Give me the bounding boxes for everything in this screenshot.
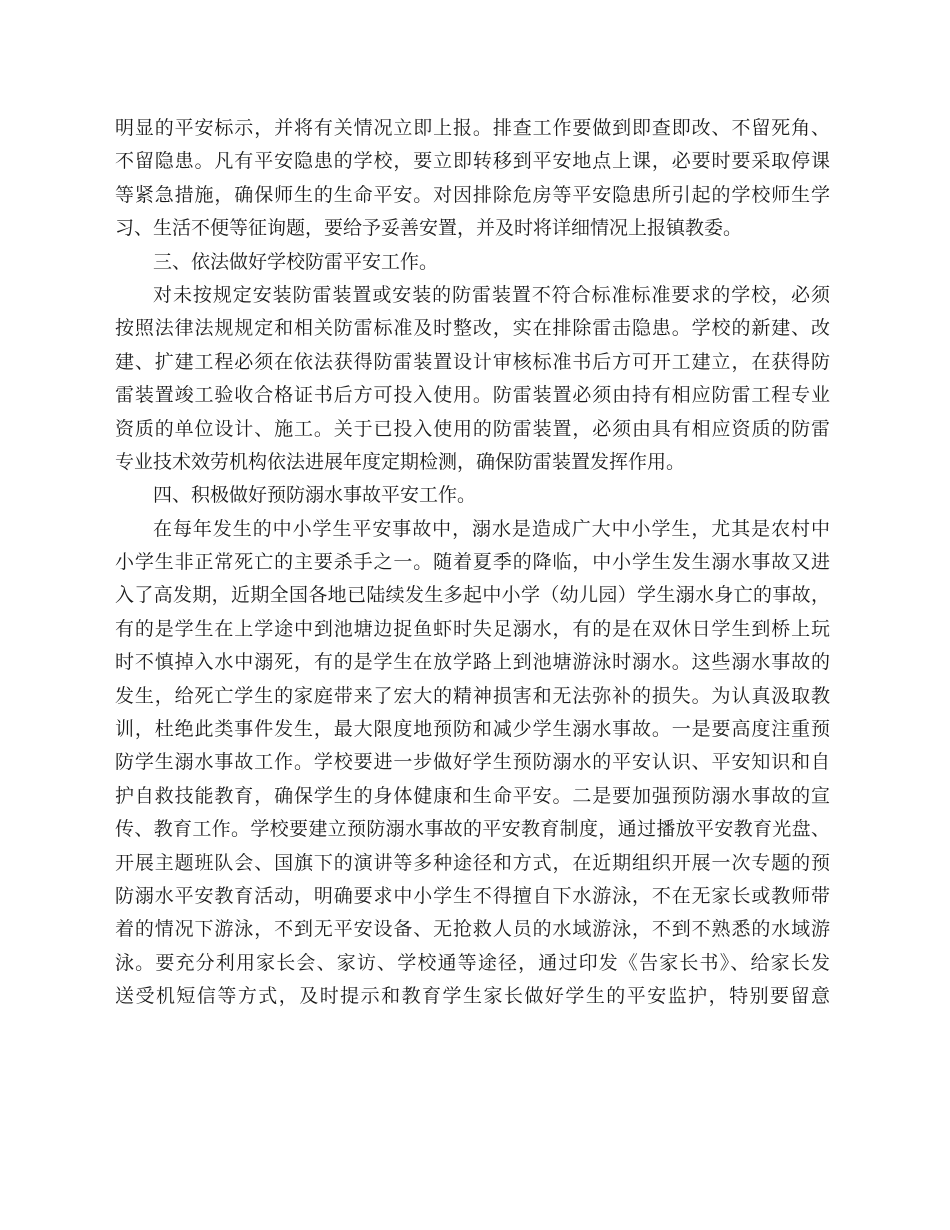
text-line: 入了高发期，近期全国各地已陆续发生多起中小学（幼儿园）学生溺水身亡的事故， <box>115 584 830 607</box>
text-line: 防学生溺水事故工作。学校要进一步做好学生预防溺水的平安认识、平安知识和自 <box>115 751 830 774</box>
text-line: 着的情况下游泳，不到无平安设备、无抢救人员的水域游泳，不到不熟悉的水域游 <box>115 918 830 941</box>
text-line: 不留隐患。凡有平安隐患的学校，要立即转移到平安地点上课，必要时要采取停课 <box>115 150 830 173</box>
text-line: 对未按规定安装防雷装置或安装的防雷装置不符合标准标准要求的学校，必须 <box>153 283 830 306</box>
text-line: 专业技术效劳机构依法进展年度定期检测，确保防雷装置发挥作用。 <box>115 450 686 473</box>
text-line: 雷装置竣工验收合格证书后方可投入使用。防雷装置必须由持有相应防雷工程专业 <box>115 384 830 407</box>
text-line: 泳。要充分利用家长会、家访、学校通等途径，通过印发《告家长书》、给家长发 <box>115 951 830 974</box>
text-line: 小学生非正常死亡的主要杀手之一。随着夏季的降临，中小学生发生溺水事故又进 <box>115 551 830 574</box>
text-line: 建、扩建工程必须在依法获得防雷装置设计审核标准书后方可开工建立，在获得防 <box>115 350 830 373</box>
text-line: 有的是学生在上学途中到池塘边捉鱼虾时失足溺水，有的是在双休日学生到桥上玩 <box>115 617 830 640</box>
text-line: 发生，给死亡学生的家庭带来了宏大的精神损害和无法弥补的损失。为认真汲取教 <box>115 684 830 707</box>
text-line: 等紧急措施，确保师生的生命平安。对因排除危房等平安隐患所引起的学校师生学 <box>115 183 830 206</box>
text-line: 按照法律法规规定和相关防雷标准及时整改，实在排除雷击隐患。学校的新建、改 <box>115 317 830 340</box>
text-line: 防溺水平安教育活动，明确要求中小学生不得擅自下水游泳，不在无家长或教师带 <box>115 884 830 907</box>
text-line: 传、教育工作。学校要建立预防溺水事故的平安教育制度，通过播放平安教育光盘、 <box>115 818 830 841</box>
text-line: 护自救技能教育，确保学生的身体健康和生命平安。二是要加强预防溺水事故的宣 <box>115 784 830 807</box>
text-line: 习、生活不便等征询题，要给予妥善安置，并及时将详细情况上报镇教委。 <box>115 217 743 240</box>
text-line: 三、依法做好学校防雷平安工作。 <box>153 250 439 273</box>
text-line: 送受机短信等方式，及时提示和教育学生家长做好学生的平安监护，特别要留意 <box>115 985 830 1008</box>
text-line: 明显的平安标示，并将有关情况立即上报。排查工作要做到即查即改、不留死角、 <box>115 117 830 139</box>
text-line: 训，杜绝此类事件发生，最大限度地预防和减少学生溺水事故。一是要高度注重预 <box>115 718 830 741</box>
body-text <box>115 112 830 1014</box>
text-line: 在每年发生的中小学生平安事故中，溺水是造成广大中小学生，尤其是农村中 <box>153 517 830 540</box>
text-line: 资质的单位设计、施工。关于已投入使用的防雷装置，必须由具有相应资质的防雷 <box>115 417 830 440</box>
text-line: 时不慎掉入水中溺死，有的是学生在放学路上到池塘游泳时溺水。这些溺水事故的 <box>115 651 830 674</box>
text-line: 开展主题班队会、国旗下的演讲等多种途径和方式，在近期组织开展一次专题的预 <box>115 851 830 874</box>
text-line: 四、积极做好预防溺水事故平安工作。 <box>153 484 477 507</box>
